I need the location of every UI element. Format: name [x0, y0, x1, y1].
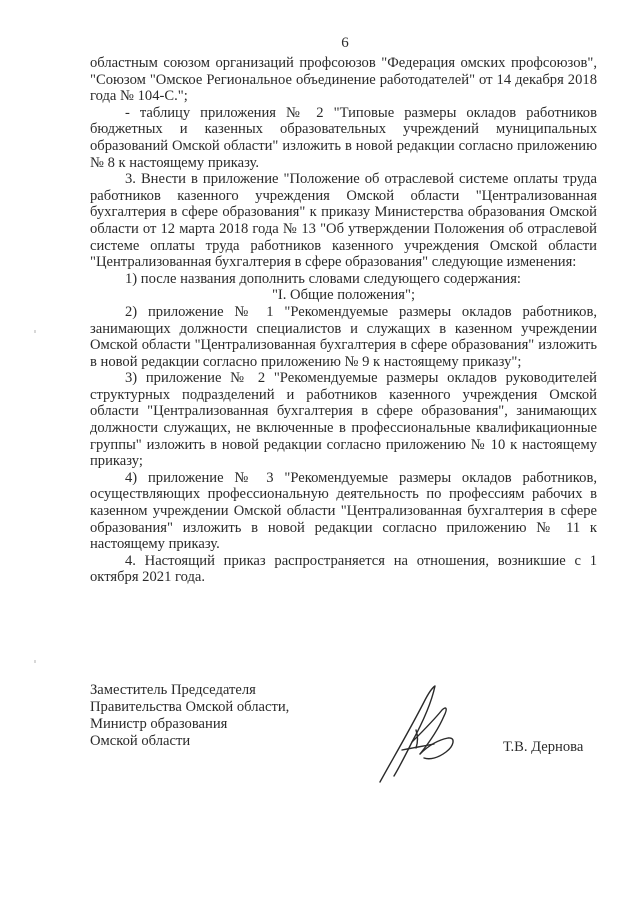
- paragraph-item-4: 4. Настоящий приказ распространяется на отношения, возникшие с 1 октября 2021 года.: [90, 552, 597, 586]
- signer-name: Т.В. Дернова: [503, 739, 584, 755]
- signatory-line: Правительства Омской области,: [90, 699, 290, 715]
- order-body: [90, 55, 597, 586]
- signatory-line: Заместитель Председателя: [90, 682, 256, 698]
- paragraph-continuation: областным союзом организаций профсоюзов "Федерация омских профсоюзов", "Союзом "Омское Региональное объединение работодателей" от 14 декабря 2018 года № 104-С.";: [90, 55, 597, 105]
- signatory-position: [90, 682, 289, 750]
- signatory-line: Омской области: [90, 733, 191, 749]
- paragraph-subitem-2: 2) приложение № 1 "Рекомендуемые размеры окладов работников, занимающих должности специалистов и служащих в казенном учреждении Омской области "Централизованная бухгалтерия в сфере образования" изложить в новой редакции согласно приложению № 9 к настоящему приказу";: [90, 303, 597, 370]
- margin-mark: [34, 660, 36, 663]
- paragraph-subitem-1: 1) после названия дополнить словами следующего содержания:: [125, 270, 521, 287]
- paragraph-general-provisions: "I. Общие положения";: [271, 287, 416, 304]
- page-number: 6: [341, 35, 349, 51]
- handwritten-signature: [372, 680, 462, 790]
- paragraph-table-appendix-2: - таблицу приложения № 2 "Типовые размеры окладов работников бюджетных и казенных образовательных учреждений муниципальных образований Омской области" изложить в новой редакции согласно приложению № 8 к настоящему приказу.: [90, 104, 597, 171]
- margin-mark: [34, 330, 36, 333]
- paragraph-item-3: 3. Внести в приложение "Положение об отраслевой системе оплаты труда работников казенного учреждения Омской области "Централизованная бухгалтерия в сфере образования" к приказу Министерства образования Омской области от 12 марта 2018 года № 13 "Об утверждении Положения об отраслевой системе оплаты труда работников казенного учреждения Омской области "Централизованная бухгалтерия в сфере образования" следующие изменения:: [90, 171, 597, 271]
- paragraph-subitem-3: 3) приложение № 2 "Рекомендуемые размеры окладов руководителей структурных подразделений и работников казенного учреждения Омской области "Централизованная бухгалтерия в сфере образования", занимающих должности служащих, не включенные в профессиональные квалификационные группы" изложить в новой редакции согласно приложению № 10 к настоящему приказу;: [90, 370, 597, 470]
- signatory-line: Министр образования: [90, 716, 228, 732]
- paragraph-subitem-4: 4) приложение № 3 "Рекомендуемые размеры окладов работников, осуществляющих профессиональную деятельность по профессиям рабочих в казенном учреждении Омской области "Централизованная бухгалтерия в сфере образования" изложить в новой редакции согласно приложению № 11 к настоящему приказу.: [90, 469, 597, 553]
